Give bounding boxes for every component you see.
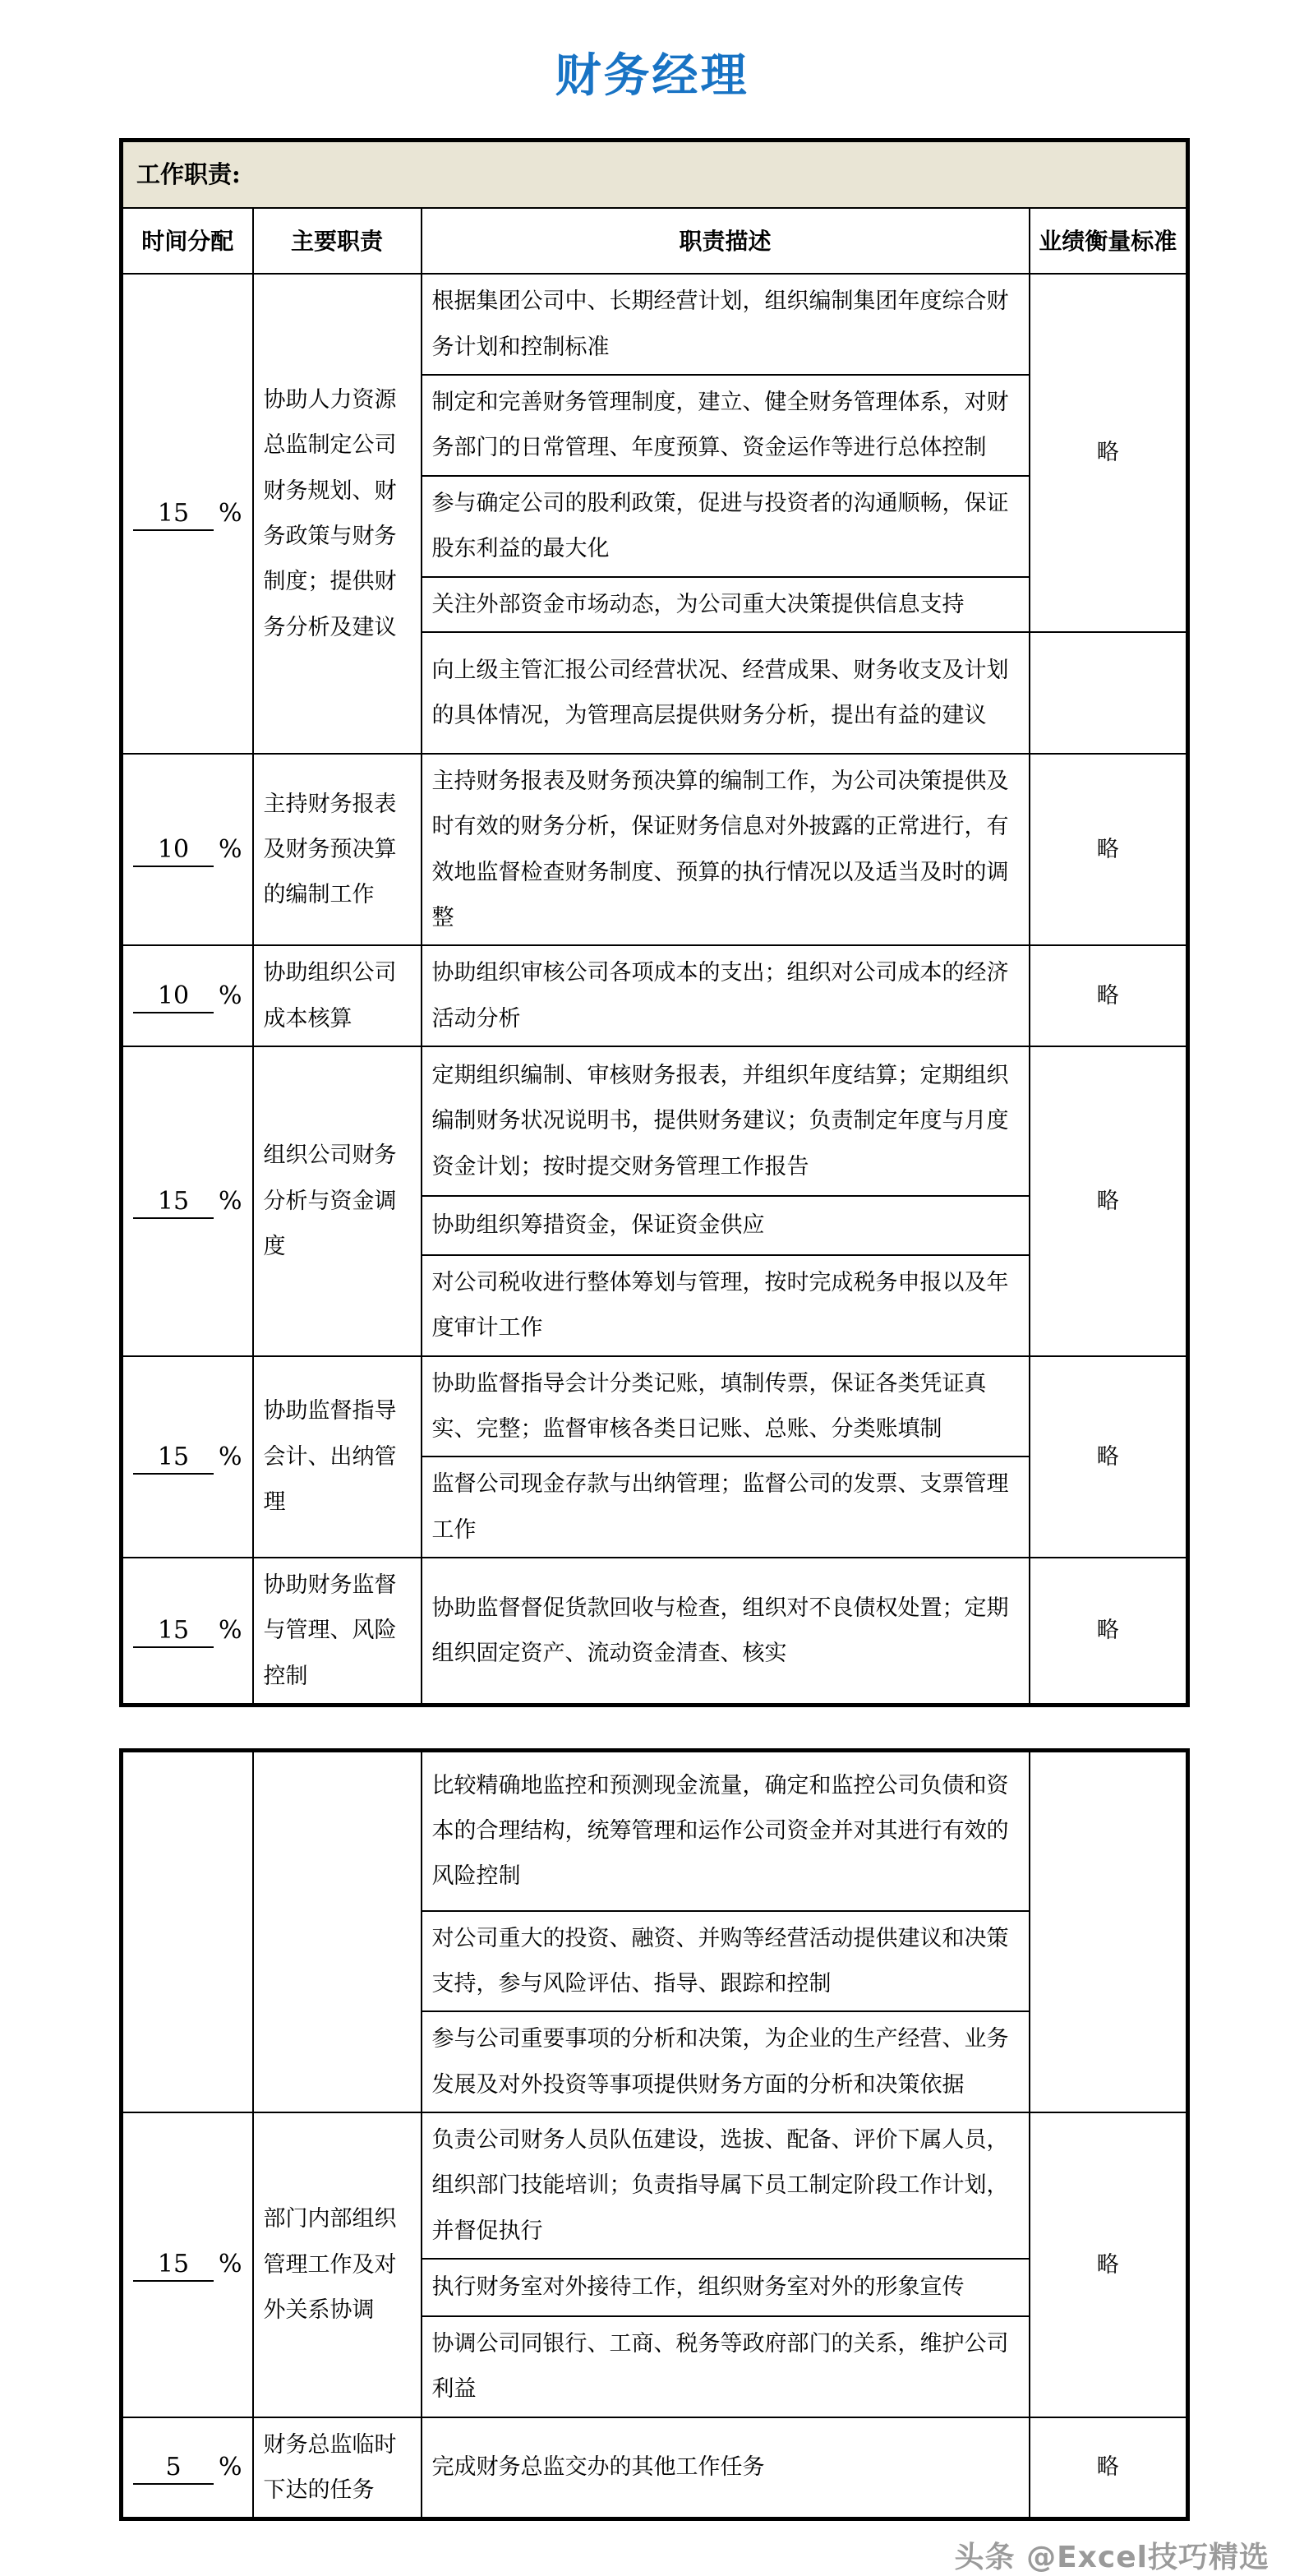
time-value: 15: [133, 1441, 214, 1475]
section-header-row: [122, 141, 1188, 209]
duties-table-2: [119, 1748, 1190, 2521]
duty-description-cell: 参与公司重要事项的分析和决策，为企业的生产经营、业务发展及对外投资等事项提供财务方面的分析和决策依据: [422, 2011, 1030, 2112]
time-value: 15: [133, 2248, 214, 2282]
table-row: [122, 1558, 1188, 1706]
duty-description-cell: 协调公司同银行、工商、税务等政府部门的关系，维护公司利益: [422, 2316, 1030, 2417]
duty-description-cell: 协助监督指导会计分类记账，填制传票，保证各类凭证真实、完整；监督审核各类日记账、总账、分类账填制: [422, 1356, 1030, 1457]
time-allocation-cell: [122, 754, 253, 945]
time-allocation-cell-empty: [122, 1751, 253, 2112]
table-row: [122, 1046, 1188, 1196]
time-allocation-cell: [122, 2112, 253, 2417]
column-header-row: [122, 208, 1188, 274]
duty-description-cell: 制定和完善财务管理制度，建立、健全财务管理体系，对财务部门的日常管理、年度预算、资金运作等进行总体控制: [422, 375, 1030, 476]
measure-cell: 略: [1030, 1558, 1188, 1706]
measure-cell-empty: [1030, 1751, 1188, 2112]
main-duty-cell: 主持财务报表及财务预决算的编制工作: [253, 754, 422, 945]
time-unit: %: [218, 834, 242, 864]
time-unit: %: [218, 2453, 242, 2482]
time-unit: %: [218, 1442, 242, 1471]
time-allocation-cell: [122, 945, 253, 1046]
time-value: 10: [133, 833, 214, 867]
duty-description-cell: 关注外部资金市场动态，为公司重大决策提供信息支持: [422, 577, 1030, 632]
main-duty-cell-empty: [253, 1751, 422, 2112]
page-title: 财务经理: [555, 49, 749, 103]
col-header-description: 职责描述: [422, 208, 1030, 274]
duty-description-cell: 主持财务报表及财务预决算的编制工作，为公司决策提供及时有效的财务分析，保证财务信息对外披露的正常进行，有效地监督检查财务制度、预算的执行情况以及适当及时的调整: [422, 754, 1030, 945]
time-unit: %: [218, 1616, 242, 1646]
main-duty-cell: 协助组织公司成本核算: [253, 945, 422, 1046]
watermark: 头条 @Excel技巧精选: [954, 2541, 1269, 2575]
main-duty-cell: 协助监督指导会计、出纳管理: [253, 1356, 422, 1558]
duty-description-cell: 协助组织筹措资金，保证资金供应: [422, 1196, 1030, 1255]
duty-description-cell: 向上级主管汇报公司经营状况、经营成果、财务收支及计划的具体情况，为管理高层提供财务分析，提出有益的建议: [422, 632, 1030, 754]
measure-cell: 略: [1030, 2417, 1188, 2519]
table-row: [122, 274, 1188, 375]
table-row: [122, 754, 1188, 945]
duty-description-cell: 参与确定公司的股利政策，促进与投资者的沟通顺畅，保证股东利益的最大化: [422, 476, 1030, 577]
time-value: 15: [133, 1614, 214, 1648]
time-value: 15: [133, 1185, 214, 1219]
measure-cell: 略: [1030, 945, 1188, 1046]
duty-description-cell: 根据集团公司中、长期经营计划，组织编制集团年度综合财务计划和控制标准: [422, 274, 1030, 375]
time-allocation-cell: [122, 1046, 253, 1356]
duty-description-cell: 协助组织审核公司各项成本的支出；组织对公司成本的经济活动分析: [422, 945, 1030, 1046]
table-row: [122, 2417, 1188, 2519]
duty-description-cell: 监督公司现金存款与出纳管理；监督公司的发票、支票管理工作: [422, 1457, 1030, 1558]
time-unit: %: [218, 499, 242, 529]
measure-cell-empty: [1030, 632, 1188, 754]
duty-description-cell: 执行财务室对外接待工作，组织财务室对外的形象宣传: [422, 2259, 1030, 2316]
main-duty-cell: 部门内部组织管理工作及对外关系协调: [253, 2112, 422, 2417]
main-duty-cell: 组织公司财务分析与资金调度: [253, 1046, 422, 1356]
measure-cell: 略: [1030, 274, 1188, 631]
time-allocation-cell: [122, 2417, 253, 2519]
time-allocation-cell: [122, 1356, 253, 1558]
main-duty-cell: 协助人力资源总监制定公司财务规划、财务政策与财务制度；提供财务分析及建议: [253, 274, 422, 753]
time-value: 10: [133, 980, 214, 1013]
time-value: 5: [133, 2451, 214, 2485]
duty-description-cell: 对公司重大的投资、融资、并购等经营活动提供建议和决策支持，参与风险评估、指导、跟踪和控制: [422, 1911, 1030, 2012]
table-row: [122, 1751, 1188, 1911]
duty-description-cell: 完成财务总监交办的其他工作任务: [422, 2417, 1030, 2519]
duty-description-cell: 协助监督督促货款回收与检查，组织对不良债权处置；定期组织固定资产、流动资金清查、核实: [422, 1558, 1030, 1706]
duty-description-cell: 比较精确地监控和预测现金流量，确定和监控公司负债和资本的合理结构，统筹管理和运作公司资金并对其进行有效的风险控制: [422, 1751, 1030, 1911]
measure-cell: 略: [1030, 1046, 1188, 1356]
duty-description-cell: 定期组织编制、审核财务报表，并组织年度结算；定期组织编制财务状况说明书，提供财务建议；负责制定年度与月度资金计划；按时提交财务管理工作报告: [422, 1046, 1030, 1196]
section-header: 工作职责:: [122, 141, 1188, 209]
measure-cell: 略: [1030, 754, 1188, 945]
main-duty-cell: 协助财务监督与管理、风险控制: [253, 1558, 422, 1706]
time-allocation-cell: [122, 1558, 253, 1706]
time-value: 15: [133, 497, 214, 531]
measure-cell: 略: [1030, 1356, 1188, 1558]
main-duty-cell: 财务总监临时下达的任务: [253, 2417, 422, 2519]
time-unit: %: [218, 2250, 242, 2279]
time-allocation-cell: [122, 274, 253, 753]
table-row: [122, 1356, 1188, 1457]
col-header-duty: 主要职责: [253, 208, 422, 274]
duty-description-cell: 对公司税收进行整体筹划与管理，按时完成税务申报以及年度审计工作: [422, 1255, 1030, 1356]
measure-cell: 略: [1030, 2112, 1188, 2417]
col-header-measure: 业绩衡量标准: [1030, 208, 1188, 274]
table-row: [122, 2112, 1188, 2259]
time-unit: %: [218, 981, 242, 1010]
table-row: [122, 945, 1188, 1046]
duty-description-cell: 负责公司财务人员队伍建设，选拔、配备、评价下属人员，组织部门技能培训；负责指导属下员工制定阶段工作计划，并督促执行: [422, 2112, 1030, 2259]
duties-table-1: [119, 138, 1190, 1707]
time-unit: %: [218, 1186, 242, 1216]
col-header-time: 时间分配: [122, 208, 253, 274]
